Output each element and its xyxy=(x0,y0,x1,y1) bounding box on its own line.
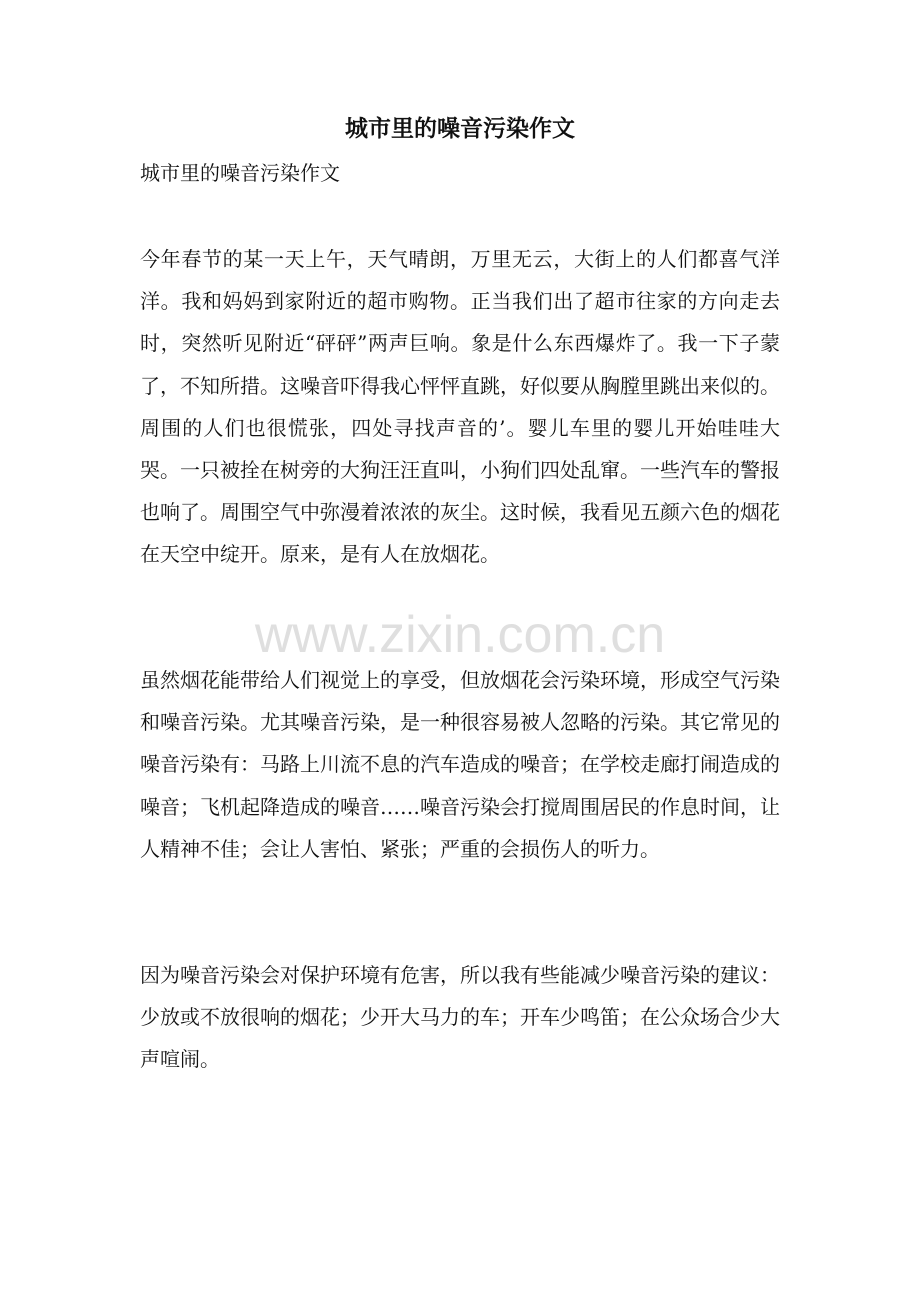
watermark-text: www.zixin.com.cn xyxy=(254,606,666,664)
paragraph-3: 因为噪音污染会对保护环境有危害，所以我有些能减少噪音污染的建议：少放或不放很响的烟花；少开大马力的车；开车少鸣笛；在公众场合少大声喧闹。 xyxy=(140,963,780,1072)
paragraph-2: 虽然烟花能带给人们视觉上的享受，但放烟花会污染环境，形成空气污染和噪音污染。尤其噪音污染，是一种很容易被人忽略的污染。其它常见的噪音污染有：马路上川流不息的汽车造成的噪音；在学校走廊打闹造成的噪音；飞机起降造成的噪音……噪音污染会打搅周围居民的作息时间，让人精神不佳；会让人害怕、紧张；严重的会损伤人的听力。 xyxy=(140,668,780,861)
paragraph-1: 今年春节的某一天上午，天气晴朗，万里无云，大街上的人们都喜气洋洋。我和妈妈到家附近的超市购物。正当我们出了超市往家的方向走去时，突然听见附近“砰砰”两声巨响。象是什么东西爆炸了。我一下子蒙了，不知所措。这噪音吓得我心怦怦直跳，好似要从胸膛里跳出来似的。周围的人们也很慌张，四处寻找声音的’。婴儿车里的婴儿开始哇哇大哭。一只被拴在树旁的大狗汪汪直叫，小狗们四处乱窜。一些汽车的警报也响了。周围空气中弥漫着浓浓的灰尘。这时候，我看见五颜六色的烟花在天空中绽开。原来，是有人在放烟花。 xyxy=(140,247,780,567)
document-title: 城市里的噪音污染作文 xyxy=(345,115,575,142)
document-subtitle: 城市里的噪音污染作文 xyxy=(140,161,340,185)
